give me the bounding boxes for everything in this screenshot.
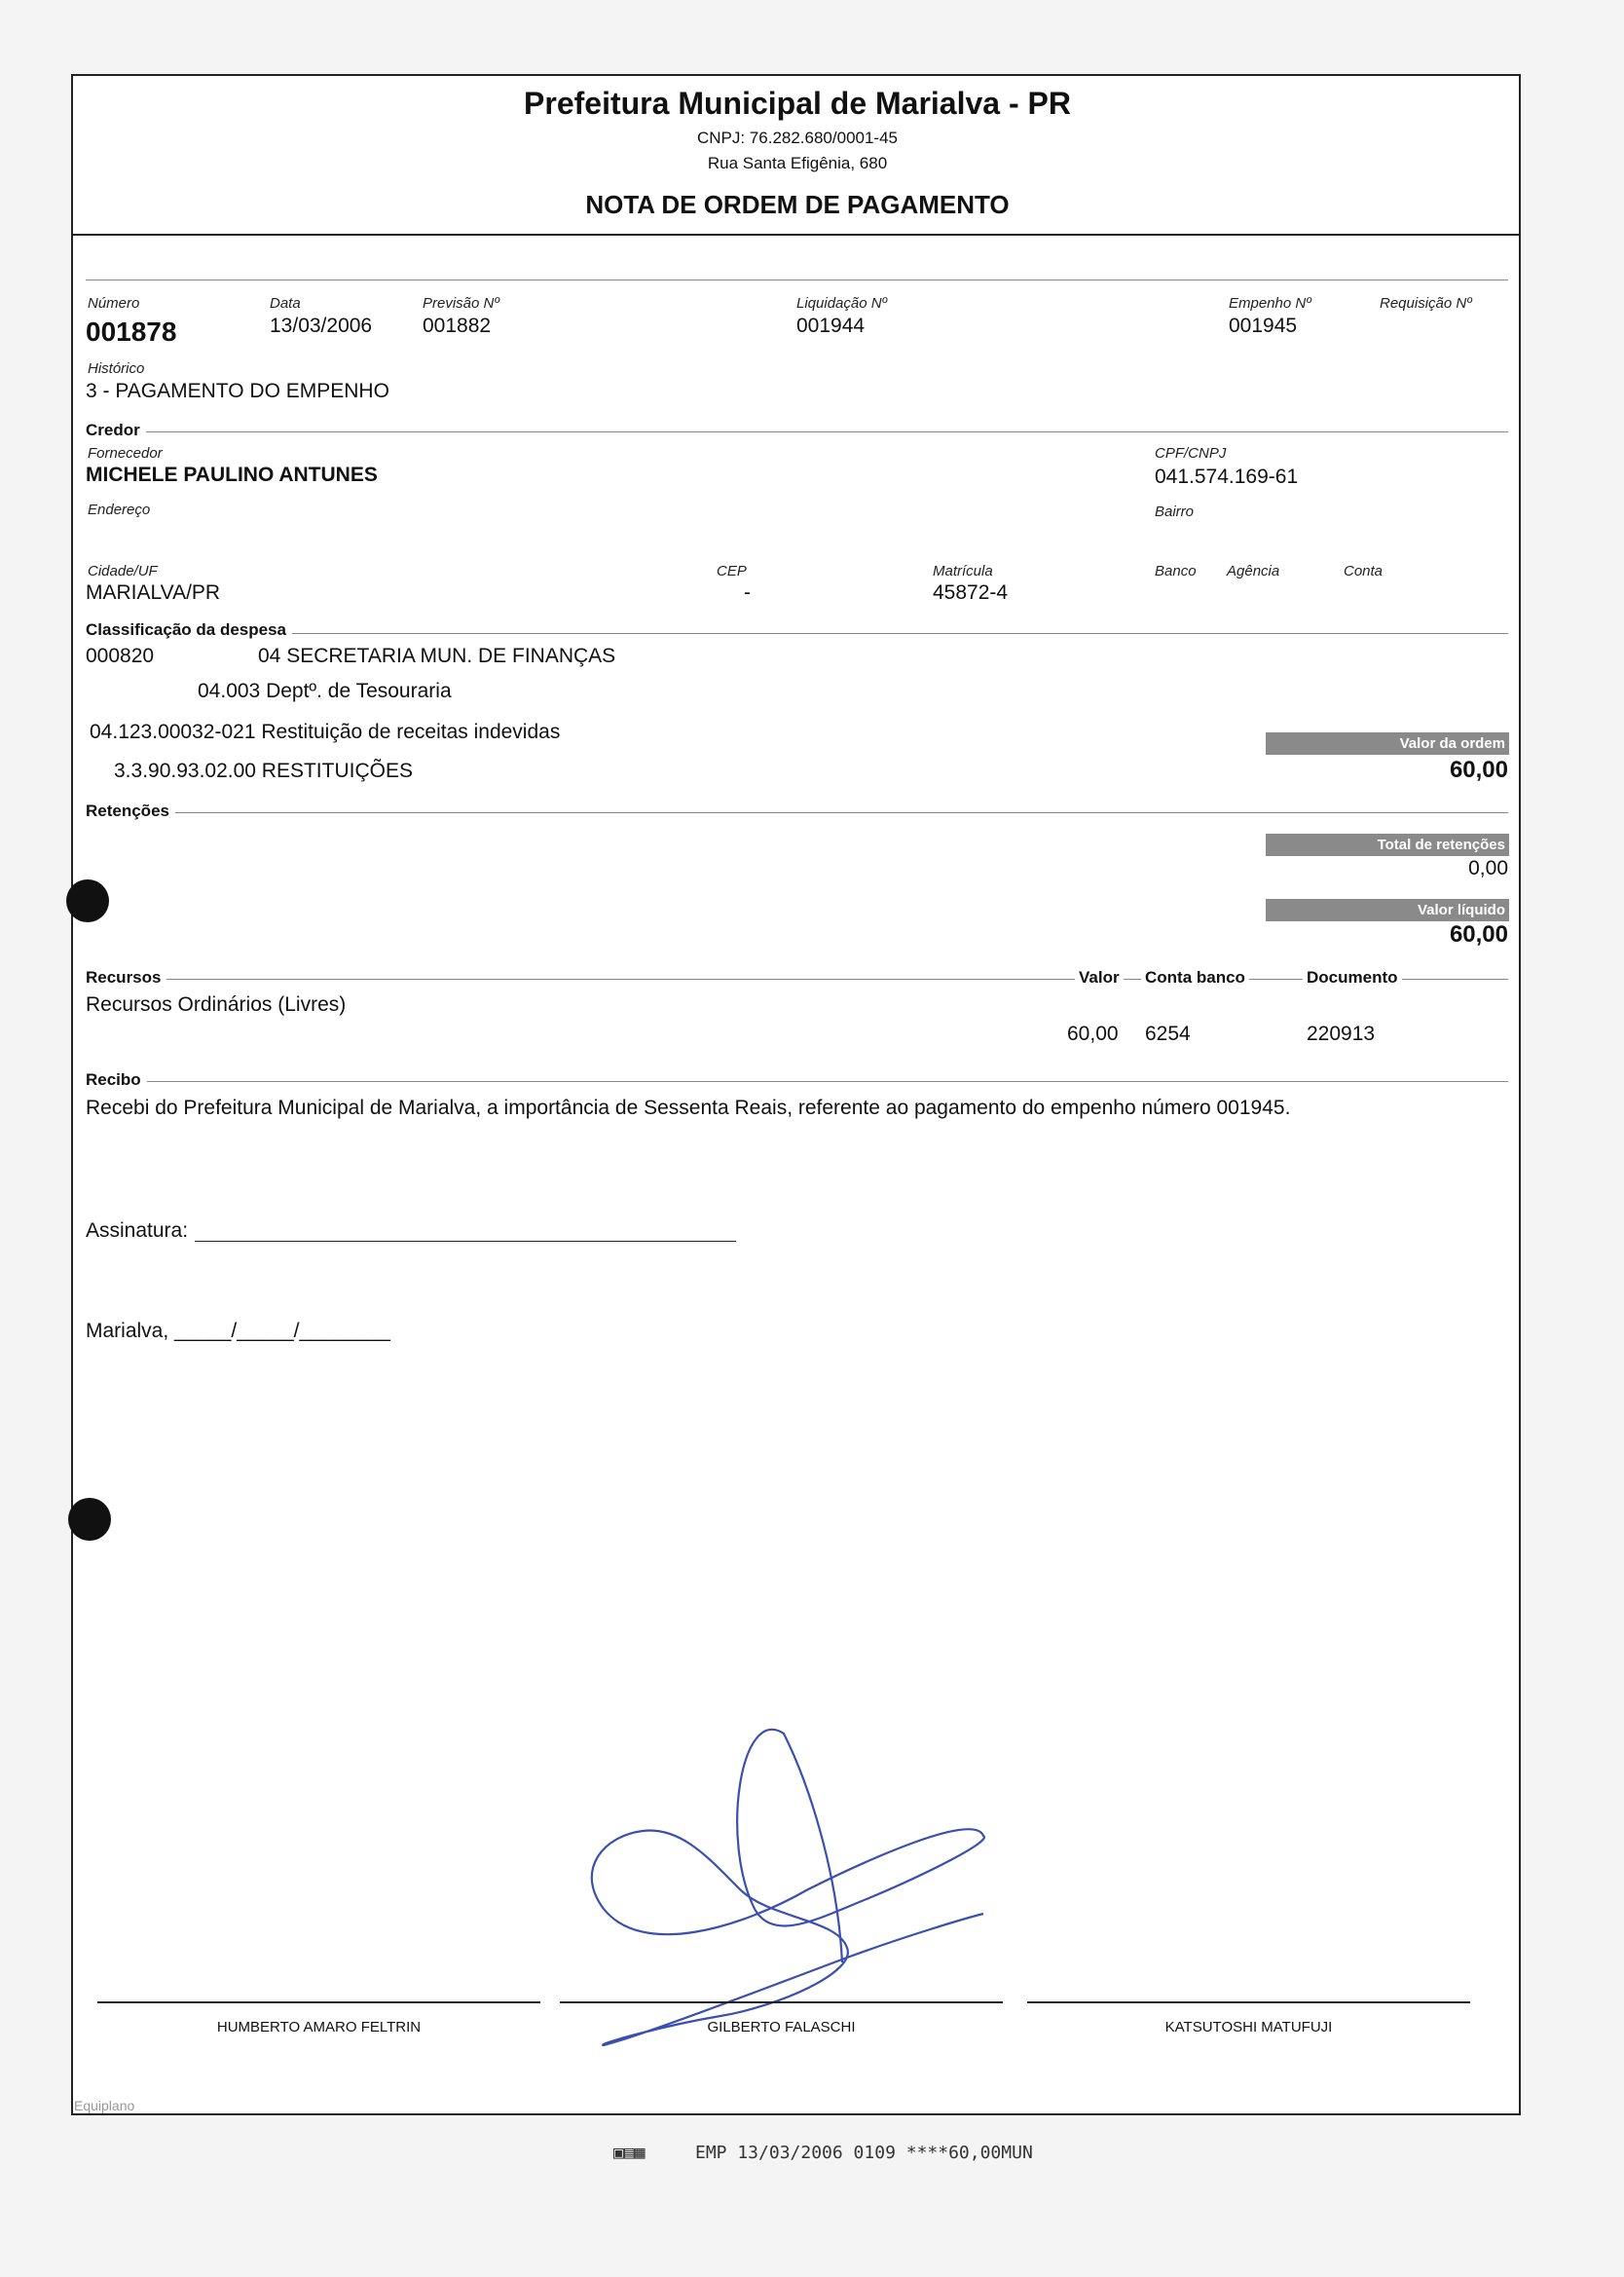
- total-retencoes-value: 0,00: [1468, 857, 1508, 879]
- classificacao-line2: 04.003 Deptº. de Tesouraria: [198, 680, 452, 702]
- classificacao-divider: [86, 633, 1508, 634]
- classificacao-code: 000820: [86, 645, 155, 667]
- page-title: Prefeitura Municipal de Marialva - PR: [524, 86, 1071, 121]
- retencoes-divider: [86, 812, 1508, 813]
- previsao-label: Previsão Nº: [423, 295, 499, 312]
- assinatura-label: Assinatura:: [86, 1219, 189, 1242]
- historico-value: 3 - PAGAMENTO DO EMPENHO: [86, 380, 389, 402]
- fornecedor-value: MICHELE PAULINO ANTUNES: [86, 464, 378, 486]
- credor-divider: [86, 431, 1508, 432]
- signature-line-1: [97, 2001, 540, 2003]
- recursos-valor-label: Valor: [1075, 968, 1124, 988]
- classificacao-line4: 3.3.90.93.02.00 RESTITUIÇÕES: [114, 760, 413, 782]
- matricula-label: Matrícula: [933, 563, 993, 579]
- classificacao-line3: 04.123.00032-021 Restituição de receitas indevidas: [90, 721, 561, 743]
- valor-liquido-value: 60,00: [1449, 921, 1508, 948]
- local-date: Marialva, _____/_____/________: [86, 1320, 390, 1342]
- recursos-conta-label: Conta banco: [1141, 968, 1249, 988]
- numero-label: Número: [88, 295, 140, 312]
- cpf-label: CPF/CNPJ: [1155, 445, 1227, 462]
- cidade-label: Cidade/UF: [88, 563, 158, 579]
- signature-name-3: KATSUTOSHI MATUFUJI: [1164, 2019, 1333, 2035]
- valor-liquido-label: Valor líquido: [1266, 899, 1509, 921]
- data-label: Data: [270, 295, 301, 312]
- matricula-value: 45872-4: [933, 581, 1009, 604]
- signature-name-1: HUMBERTO AMARO FELTRIN: [216, 2019, 422, 2035]
- recursos-conta: 6254: [1145, 1023, 1191, 1045]
- valor-ordem-label: Valor da ordem: [1266, 732, 1509, 755]
- signature-name-2: GILBERTO FALASCHI: [707, 2019, 856, 2035]
- requisicao-label: Requisição Nº: [1380, 295, 1472, 312]
- header-separator: [71, 234, 1521, 236]
- cep-label: CEP: [717, 563, 747, 579]
- liquidacao-label: Liquidação Nº: [796, 295, 888, 312]
- total-retencoes-label: Total de retenções: [1266, 834, 1509, 856]
- valor-ordem-value: 60,00: [1449, 757, 1508, 783]
- recursos-documento-label: Documento: [1303, 968, 1402, 988]
- assinatura-line[interactable]: [195, 1241, 736, 1242]
- bairro-label: Bairro: [1155, 504, 1195, 520]
- fornecedor-label: Fornecedor: [88, 445, 163, 462]
- endereco-label: Endereço: [88, 502, 151, 518]
- conta-label: Conta: [1344, 563, 1384, 579]
- recursos-documento: 220913: [1307, 1023, 1376, 1045]
- handwritten-signature: [574, 1724, 1003, 2065]
- recibo-section: Recibo: [86, 1070, 147, 1090]
- punch-hole-bottom: [68, 1498, 111, 1541]
- footer-stamp-icon: ▣▤▦: [613, 2143, 646, 2163]
- empenho-value: 001945: [1229, 315, 1298, 337]
- cnpj: CNPJ: 76.282.680/0001-45: [696, 129, 899, 147]
- recibo-divider: [86, 1081, 1508, 1082]
- historico-label: Histórico: [88, 360, 145, 377]
- punch-hole-top: [66, 879, 109, 922]
- cpf-value: 041.574.169-61: [1155, 466, 1299, 488]
- liquidacao-value: 001944: [796, 315, 866, 337]
- footer-brand: Equiplano: [74, 2098, 135, 2113]
- previsao-value: 001882: [423, 315, 492, 337]
- signature-line-3: [1027, 2001, 1470, 2003]
- cep-value: -: [744, 581, 751, 604]
- recursos-item: Recursos Ordinários (Livres): [86, 993, 347, 1016]
- retencoes-section: Retenções: [86, 802, 175, 821]
- footer-stamp: EMP 13/03/2006 0109 ****60,00MUN: [695, 2143, 1033, 2163]
- numero-value: 001878: [86, 317, 177, 347]
- agencia-label: Agência: [1227, 563, 1280, 579]
- cidade-value: MARIALVA/PR: [86, 581, 221, 604]
- signature-line-2: [560, 2001, 1003, 2003]
- recursos-divider: [86, 979, 1508, 980]
- banco-label: Banco: [1155, 563, 1197, 579]
- empenho-label: Empenho Nº: [1229, 295, 1311, 312]
- recibo-text: Recebi do Prefeitura Municipal de Marialva, a importância de Sessenta Reais, referente ao pagamento do empenho número 001945.: [86, 1097, 1291, 1119]
- data-value: 13/03/2006: [270, 315, 373, 337]
- classificacao-line1: 04 SECRETARIA MUN. DE FINANÇAS: [258, 645, 616, 667]
- classificacao-section: Classificação da despesa: [86, 620, 292, 640]
- credor-section: Credor: [86, 421, 146, 440]
- recursos-valor: 60,00: [1067, 1023, 1119, 1045]
- document-title: NOTA DE ORDEM DE PAGAMENTO: [585, 190, 1010, 219]
- address: Rua Santa Efigênia, 680: [707, 154, 888, 172]
- recursos-section: Recursos: [86, 968, 166, 988]
